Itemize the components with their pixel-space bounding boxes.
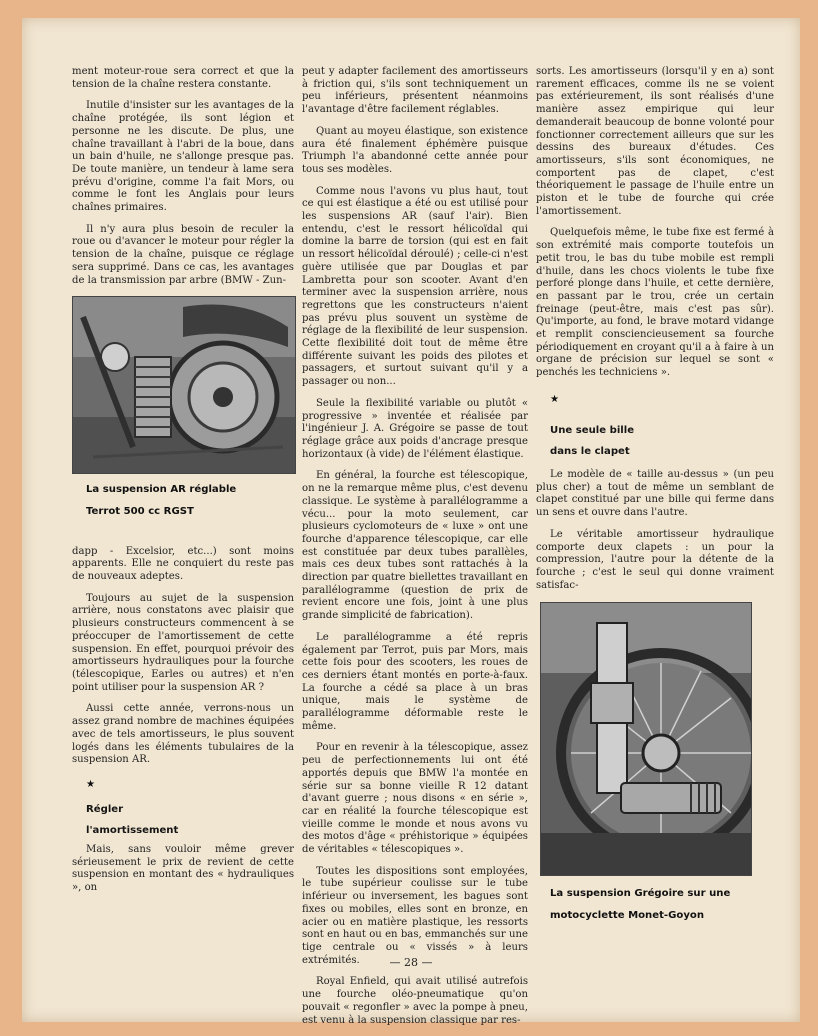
section-heading: Une seule bille xyxy=(550,424,635,436)
section-star-separator: ★ xyxy=(86,778,96,790)
photo-caption: La suspension Grégoire sur une xyxy=(550,888,731,900)
paragraph: Quant au moyeu élastique, son existence aura été finalement éphémère puisque Triumph l'a abandonné cette année pour tous ses modèles. xyxy=(302,125,528,175)
paragraph: Le modèle de « taille au-dessus » (un peu plus cher) a tout de même un semblant de clapet constitué par une bille qui ferme dans un sens et ouvre dans l'autre. xyxy=(536,468,774,519)
section-star-separator: ★ xyxy=(550,393,560,405)
photo-caption: La suspension AR réglable xyxy=(86,484,237,496)
gregoire-suspension-photo xyxy=(540,602,752,876)
paragraph: sorts. Les amortisseurs (lorsqu'il y en a) sont rarement efficaces, comme ils ne se voient pas extérieurement, ils sont réalisés d'une manière assez empirique qui leur demanderait beaucoup de bonne volonté pour fonctionner correctement ailleurs que sur les dessins des bureaux d'études. Ces amortisseurs, s'ils sont économiques, ne comportent pas de clapet, c'est théoriquement le passage de l'huile entre un piston et le tube de fourche qui crée l'amortissement. xyxy=(536,66,774,217)
paragraph: Toutes les dispositions sont employées, le tube supérieur coulisse sur le tube inférieur ou inversement, les bagues sont fixes ou mobiles, elles sont en bronze, en acier ou en matière plastique, les ressorts sont en haut ou en bas, emmanchés sur une tige centrale ou « vissés » à leurs extrémités. xyxy=(302,865,528,966)
paragraph: Royal Enfield, qui avait utilisé autrefois une fourche oléo-pneumatique qu'on pouvait « regonfler » avec la pompe à pneu, est venu à la suspension classique par res- xyxy=(302,976,528,1026)
section-heading: Régler xyxy=(86,803,124,815)
paragraph: ment moteur-roue sera correct et que la tension de la chaîne restera constante. xyxy=(72,66,294,90)
paragraph: Mais, sans vouloir même grever sérieusement le prix de revient de cette suspension en montant des « hydrauliques », on xyxy=(72,844,294,894)
paragraph: Il n'y aura plus besoin de reculer la roue ou d'avancer le moteur pour régler la tension de la chaîne, puisque ce réglage sera supprimé. Dans ce cas, les avantages de la transmission par arbre (BMW - Zun- xyxy=(72,223,294,286)
column-right xyxy=(536,66,774,932)
paragraph: Pour en revenir à la télescopique, assez peu de perfectionnements lui ont été apportés depuis que BMW l'a montée en série sur sa bonne vieille R 12 datant d'avant guerre ; nous disons « en série », car en réalité la fourche télescopique est vieille comme le monde et nous avons vu des motos d'âge « préhistorique » équipées de véritables « télescopiques ». xyxy=(302,742,528,856)
paragraph: peut y adapter facilement des amortisseurs à friction qui, s'ils sont techniquement un peu inférieurs, présentent néanmoins l'avantage d'être facilement réglables. xyxy=(302,66,528,116)
section-heading: dans le clapet xyxy=(550,446,630,458)
paragraph: Le parallélogramme a été repris également par Terrot, puis par Mors, mais cette fois pour des scooters, les roues de ces derniers étant montés en porte-à-faux. La fourche a cédé sa place à un bras unique, mais le système de parallélogramme déformable reste le même. xyxy=(302,631,528,732)
magazine-page xyxy=(22,18,800,1026)
paragraph: Seule la flexibilité variable ou plutôt « progressive » inventée et réalisée par l'ingénieur J. A. Grégoire se passe de tout réglage grâce aux poids d'ancrage presque horizontaux (à vide) de l'élément élastique. xyxy=(302,397,528,460)
page-number: — 28 — xyxy=(389,956,433,969)
paragraph: dapp - Excelsior, etc...) sont moins apparents. Elle ne conquiert du reste pas de nouveaux adeptes. xyxy=(72,545,294,583)
column-left xyxy=(72,66,294,904)
gregoire-suspension-illustration xyxy=(541,603,751,875)
terrot-suspension-illustration xyxy=(73,297,295,473)
paragraph: Comme nous l'avons vu plus haut, tout ce qui est élastique a été ou est utilisé pour les suspensions AR (sauf l'air). Bien entendu, c'est le ressort hélicoïdal qui domine la barre de torsion (qui est en fait un ressort hélicoïdal déroulé) ; celle-ci n'est guère utilisée que par Douglas et par Lambretta pour son scooter. Avant d'en terminer avec la suspension arrière, nous regrettons que les constructeurs n'aient pas prévu plus souvent un système de réglage de la flexibilité de leur suspension. Cette flexibilité doit tout de même être différente suivant les poids des pilotes et passagers, et surtout suivant qu'il y a passager ou non... xyxy=(302,185,528,388)
paragraph: En général, la fourche est télescopique, on ne la remarque même plus, c'est devenu classique. Le système à parallélogramme a vécu... pour la moto seulement, car plusieurs cyclomoteurs de « luxe » ont une fourche d'apparence télescopique, car elle est constituée par deux tubes parallèles, mais ces deux tubes sont rattachés à la direction par quatre biellettes travaillant en parallélogramme (question de prix de revient encore une fois, joint à une plus grande simplicité de fabrication). xyxy=(302,470,528,622)
paragraph: Quelquefois même, le tube fixe est fermé à son extrémité mais comporte toutefois un petit trou, le bas du tube mobile est rempli d'huile, dans les chocs violents le tube fixe perforé plonge dans l'huile, et cette dernière, en passant par le trou, crée un certain freinage (peut-être, mais c'est pas sûr). Qu'importe, au fond, le brave motard vidange et remplit consciencieusement sa fourche périodiquement en croyant qu'il a à faire à un organe de précision sur lequel se sont « penchés les techniciens ». xyxy=(536,227,774,379)
paragraph: Toujours au sujet de la suspension arrière, nous constatons avec plaisir que plusieurs constructeurs commencent à se préoccuper de l'amortissement de cette suspension. En effet, pourquoi prévoir des amortisseurs hydrauliques pour la fourche (télescopique, Earles ou autres) et n'en point utiliser pour la suspension AR ? xyxy=(72,592,294,693)
photo-caption: motocyclette Monet-Goyon xyxy=(550,910,705,922)
paragraph: Aussi cette année, verrons-nous un assez grand nombre de machines équipées avec de tels amortisseurs, le plus souvent logés dans les éléments tubulaires de la suspension AR. xyxy=(72,703,294,766)
photo-caption: Terrot 500 cc RGST xyxy=(86,505,194,517)
column-middle xyxy=(302,66,528,1036)
paragraph: Le véritable amortisseur hydraulique comporte deux clapets : un pour la compression, l'autre pour la détente de la fourche ; c'est le seul qui donne vraiment satisfac- xyxy=(536,528,774,591)
paragraph: Inutile d'insister sur les avantages de la chaîne protégée, ils sont légion et personne ne les discute. De plus, une chaîne travaillant à l'abri de la boue, dans un bain d'huile, ne s'allonge presque pas. De toute manière, un tendeur à lame sera prévu d'origine, comme l'a fait Mors, ou comme le font les Anglais pour leurs chaînes primaires. xyxy=(72,100,294,214)
terrot-suspension-photo xyxy=(72,296,296,474)
section-heading: l'amortissement xyxy=(86,825,179,837)
